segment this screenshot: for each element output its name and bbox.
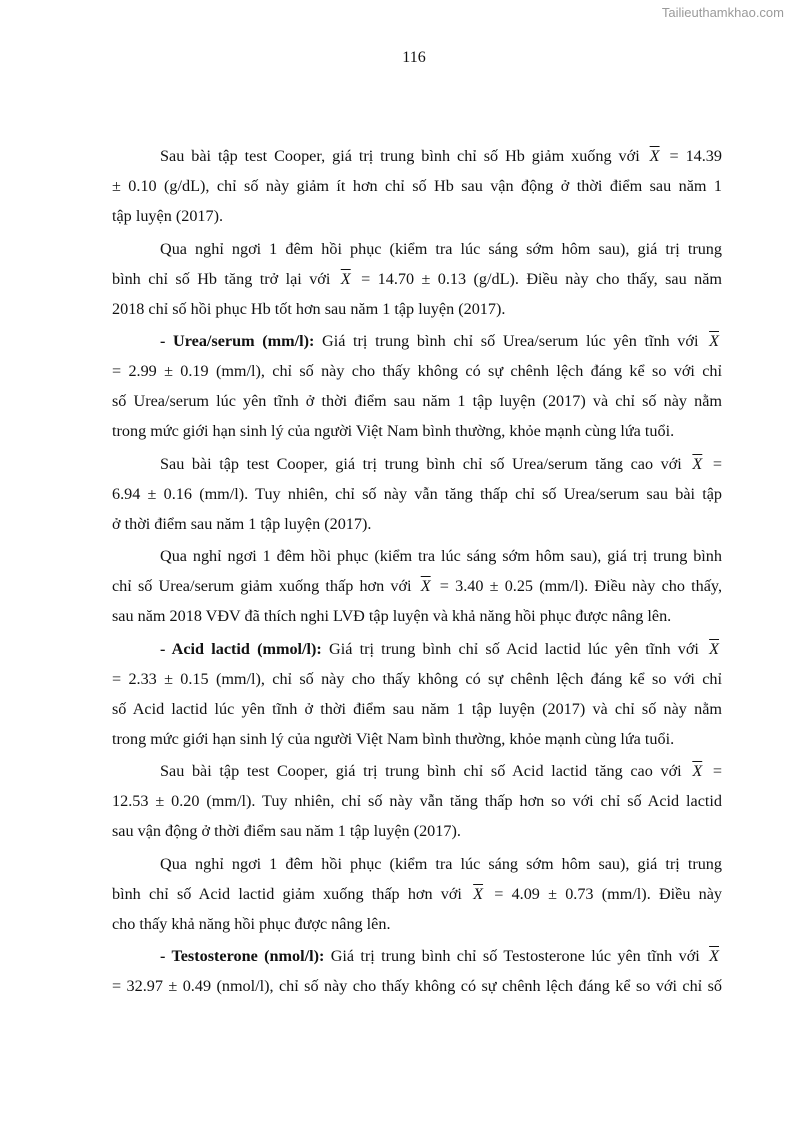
text-line — [112, 449, 722, 479]
text-line — [112, 756, 722, 786]
text-segment: = 2.33 ± 0.15 (mm/l), chỉ số này cho thấy không có sự chênh lệch đáng kể so với chỉ — [112, 669, 722, 688]
text-line — [112, 541, 722, 571]
paragraph — [112, 234, 722, 324]
text-segment: ± 0.10 (g/dL), chỉ số này giảm ít hơn chỉ số Hb sau vận động ở thời điểm sau năm 1 — [112, 177, 722, 195]
text-segment: số Urea/serum lúc yên tĩnh ở thời điểm sau năm 1 tập luyện (2017) và chỉ số này nằm — [112, 392, 722, 410]
mean-symbol: $\overline{X}$ — [709, 332, 719, 350]
text-line — [112, 294, 722, 324]
text-segment: Sau bài tập test Cooper, giá trị trung bình chỉ số Acid lactid tăng cao với — [160, 762, 690, 780]
text-segment: tập luyện (2017). — [112, 207, 224, 225]
text-segment: Giá trị trung bình chỉ số Testosterone lúc yên tĩnh với — [324, 947, 707, 965]
text-segment: = — [705, 454, 722, 473]
section-heading: - Urea/serum (mm/l): — [160, 332, 315, 350]
text-segment: bình chỉ số Hb tăng trở lại với — [112, 269, 338, 288]
text-segment: Qua nghỉ ngơi 1 đêm hồi phục (kiểm tra lúc sáng sớm hôm sau), giá trị trung — [160, 239, 722, 258]
watermark: Tailieuthamkhao.com — [661, 5, 784, 20]
text-segment: = — [705, 762, 722, 780]
text-line — [112, 909, 722, 939]
text-segment: 6.94 ± 0.16 (mm/l). Tuy nhiên, chỉ số này vẫn tăng thấp chỉ số Urea/serum sau bài tập — [112, 484, 722, 503]
text-line — [112, 601, 722, 631]
paragraph — [112, 849, 722, 939]
mean-symbol: $\overline{X}$ — [709, 639, 720, 658]
text-line — [112, 356, 722, 386]
text-line — [112, 816, 722, 846]
text-line — [112, 634, 722, 664]
text-segment: chỉ số Urea/serum giảm xuống thấp hơn với — [112, 577, 418, 595]
text-line — [112, 786, 722, 816]
text-segment: Qua nghỉ ngơi 1 đêm hồi phục (kiểm tra lúc sáng sớm hôm sau), giá trị trung bình — [160, 547, 722, 565]
paragraph — [112, 941, 722, 1001]
text-line — [112, 694, 722, 724]
section-heading: - Acid lactid (mmol/l): — [160, 639, 322, 658]
text-line — [112, 571, 722, 601]
text-segment: = 4.09 ± 0.73 (mm/l). Điều này — [486, 884, 722, 903]
section-heading: - Testosterone (nmol/l): — [160, 947, 325, 965]
paragraph — [112, 449, 722, 539]
mean-symbol: $\overline{X}$ — [649, 147, 660, 165]
text-segment: cho thấy khả năng hồi phục được nâng lên. — [112, 914, 391, 933]
text-segment: trong mức giới hạn sinh lý của người Việt Nam bình thường, khỏe mạnh cùng lứa tuổi. — [112, 422, 675, 440]
text-line — [112, 664, 722, 694]
mean-symbol: $\overline{X}$ — [340, 269, 351, 288]
text-segment: = 3.40 ± 0.25 (mm/l). Điều này cho thấy, — [433, 577, 723, 595]
text-line — [112, 849, 722, 879]
document-body — [112, 141, 722, 1004]
text-line — [112, 724, 722, 754]
mean-symbol: $\overline{X}$ — [692, 454, 703, 473]
text-line — [112, 201, 722, 231]
paragraph — [112, 141, 722, 231]
text-segment: 12.53 ± 0.20 (mm/l). Tuy nhiên, chỉ số này vẫn tăng thấp hơn so với chỉ số Acid lactid — [112, 792, 722, 810]
text-segment: Qua nghỉ ngơi 1 đêm hồi phục (kiểm tra lúc sáng sớm hôm sau), giá trị trung — [160, 854, 722, 873]
text-line — [112, 141, 722, 171]
text-line — [112, 509, 722, 539]
text-line — [112, 879, 722, 909]
text-segment: = 32.97 ± 0.49 (nmol/l), chỉ số này cho thấy không có sự chênh lệch đáng kể so với chỉ số — [112, 977, 722, 995]
text-segment: sau năm 2018 VĐV đã thích nghi LVĐ tập luyện và khả năng hồi phục được nâng lên. — [112, 607, 672, 625]
mean-symbol: $\overline{X}$ — [692, 762, 703, 780]
text-segment: sau vận động ở thời điểm sau năm 1 tập luyện (2017). — [112, 822, 461, 840]
mean-symbol: $\overline{X}$ — [420, 577, 431, 595]
text-line — [112, 479, 722, 509]
mean-symbol: $\overline{X}$ — [709, 947, 719, 965]
text-line — [112, 416, 722, 446]
text-segment: số Acid lactid lúc yên tĩnh ở thời điểm sau năm 1 tập luyện (2017) và chỉ số này nằm — [112, 699, 722, 718]
text-segment: ở thời điểm sau năm 1 tập luyện (2017). — [112, 514, 372, 533]
text-line — [112, 941, 722, 971]
text-segment: = 14.70 ± 0.13 (g/dL). Điều này cho thấy, sau năm — [353, 269, 722, 288]
text-line — [112, 264, 722, 294]
text-segment: = 2.99 ± 0.19 (mm/l), chỉ số này cho thấy không có sự chênh lệch đáng kể so với chỉ — [112, 362, 722, 380]
text-line — [112, 386, 722, 416]
paragraph — [112, 634, 722, 754]
text-line — [112, 971, 722, 1001]
text-line — [112, 326, 722, 356]
text-line — [112, 234, 722, 264]
text-segment: 2018 chỉ số hồi phục Hb tốt hơn sau năm 1 tập luyện (2017). — [112, 299, 506, 318]
paragraph — [112, 756, 722, 846]
text-segment: Sau bài tập test Cooper, giá trị trung bình chỉ số Urea/serum tăng cao với — [160, 454, 690, 473]
mean-symbol: $\overline{X}$ — [473, 884, 484, 903]
text-segment: bình chỉ số Acid lactid giảm xuống thấp hơn với — [112, 884, 471, 903]
text-line — [112, 171, 722, 201]
text-segment: trong mức giới hạn sinh lý của người Việt Nam bình thường, khỏe mạnh cùng lứa tuổi. — [112, 729, 675, 748]
page-number: 116 — [402, 49, 426, 66]
text-segment: Sau bài tập test Cooper, giá trị trung bình chỉ số Hb giảm xuống với — [160, 147, 647, 165]
text-segment: Giá trị trung bình chỉ số Urea/serum lúc yên tĩnh với — [314, 332, 707, 350]
paragraph — [112, 541, 722, 631]
paragraph — [112, 326, 722, 446]
text-segment: Giá trị trung bình chỉ số Acid lactid lúc yên tĩnh với — [321, 639, 707, 658]
text-segment: = 14.39 — [662, 147, 722, 165]
